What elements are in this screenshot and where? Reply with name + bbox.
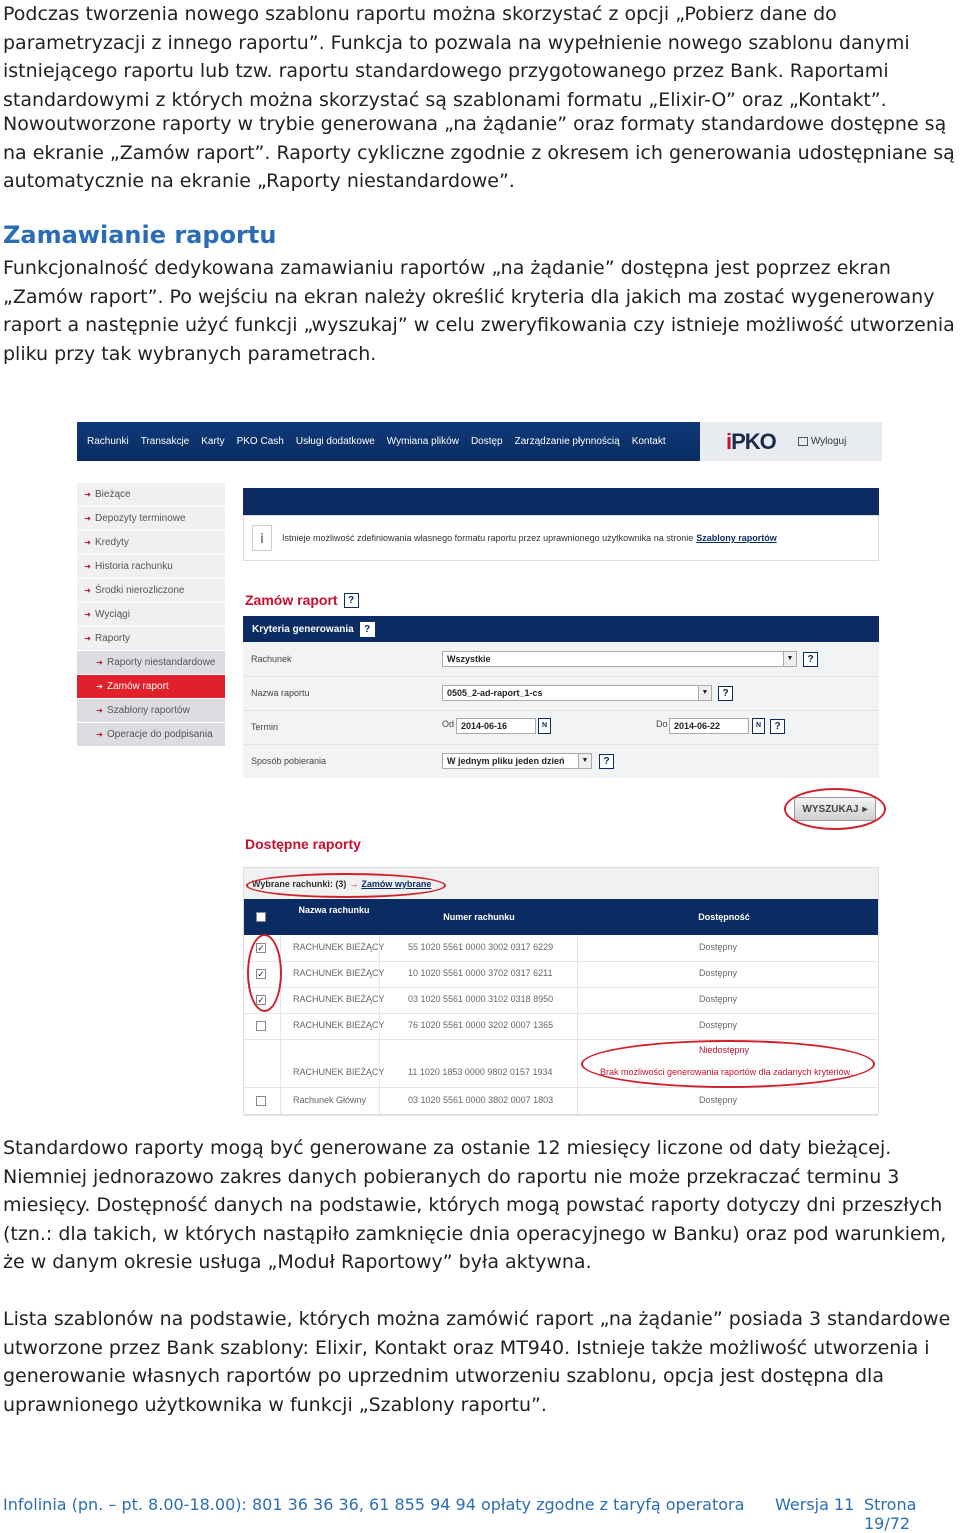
table-row (244, 987, 878, 1014)
help-icon[interactable]: ? (344, 593, 359, 608)
sidebar-item[interactable] (77, 483, 225, 507)
account-number: 55 1020 5561 0000 3002 0317 6229 (408, 942, 554, 952)
logout-icon (798, 437, 808, 446)
after-paragraph-1: Standardowo raporty mogą być generowane za ostanie 12 miesięcy liczone od daty bieżącej. Niemniej jednorazowo zakres danych pobieranych do raportu nie może przekraczać terminu 3 miesięcy. Dostępność danych na podstawie, których mogą powstać raporty dotyczy dni przeszłych (tzn.: dla takich, w których nastąpiło zamknięcie dnia operacyjnego w Banku) oraz pod warunkiem, że w danym okresie usługa „Moduł Raportowy” była aktywna. (3, 1137, 947, 1274)
header-account-number: Numer rachunku (443, 912, 515, 922)
table-row (244, 961, 878, 988)
help-icon[interactable]: ? (770, 719, 785, 734)
arrow-right-icon: → (349, 878, 359, 889)
nav-item[interactable]: Transakcje (140, 436, 190, 447)
chevron-down-icon: ▼ (783, 652, 796, 666)
unavailable-note: Brak możliwości generowania raportów dla zadanych kryteriów. (600, 1067, 853, 1077)
account-number: 03 1020 5561 0000 3802 0007 1803 (408, 1095, 554, 1105)
row-checkbox[interactable]: ✓ (257, 943, 265, 953)
search-button[interactable]: WYSZUKAJ ▸ (794, 797, 876, 821)
availability-status: Niedostępny (699, 1045, 750, 1055)
account-number: 03 1020 5561 0000 3102 0318 8950 (408, 994, 554, 1004)
account-number: 76 1020 5561 0000 3202 0007 1365 (408, 1020, 554, 1030)
account-name: RACHUNEK BIEŻĄCY (293, 1067, 385, 1077)
sidebar-item-label: Historia rachunku (95, 561, 173, 572)
account-name: RACHUNEK BIEŻĄCY (293, 1020, 385, 1030)
table-row (244, 1039, 878, 1088)
availability-status: Dostępny (699, 942, 738, 952)
availability-status: Dostępny (699, 994, 738, 1004)
sidebar-item-label: Bieżące (95, 489, 131, 500)
nav-item[interactable]: Zarządzanie płynnością (514, 436, 620, 447)
sidebar-item-label: Raporty (95, 633, 131, 644)
arrow-right-icon: ➜ (84, 610, 91, 619)
sidebar-item-label: Środki nierozliczone (95, 585, 185, 596)
intro-paragraph-2: Nowoutworzone raporty w trybie generowana „na żądanie” oraz formaty standardowe dostępne są na ekranie „Zamów raport”. Raporty cykliczne zgodnie z okresem ich generowania udostępniane są automatycznie na ekranie „Raporty niestandardowe”. (3, 113, 955, 193)
account-name: RACHUNEK BIEŻĄCY (293, 942, 385, 952)
section-paragraph: Funkcjonalność dedykowana zamawianiu raportów „na żądanie” dostępna jest poprzez ekran „Zamów raport”. Po wejściu na ekran należy określić kryteria dla jakich ma zostać wygenerowany raport a następnie użyć funkcji „wyszukaj” w celu zweryfikowania czy istnieje możliwość utworzenia pliku przy tak wybranych parametrach. (3, 257, 955, 365)
sidebar-item-label: Operacje do podpisania (107, 729, 213, 740)
sidebar-item-label: Szablony raportów (107, 705, 190, 716)
row-checkbox[interactable]: ✓ (257, 969, 265, 979)
help-icon[interactable]: ? (718, 686, 733, 701)
sidebar-item-label: Wyciągi (95, 609, 130, 620)
criteria-form (243, 616, 879, 778)
table-header (244, 899, 878, 935)
section-heading: Zamawianie raportu (3, 221, 277, 249)
sidebar-item-label: Kredyty (95, 537, 129, 548)
arrow-right-icon: ➜ (84, 634, 91, 643)
footer-page: Strona 19/72 (864, 1495, 917, 1533)
table-row (244, 935, 878, 962)
nav-item[interactable]: Kontakt (631, 436, 666, 447)
row-checkbox[interactable]: ✓ (257, 995, 265, 1005)
intro-paragraph-1: Podczas tworzenia nowego szablonu raportu można skorzystać z opcji „Pobierz dane do parametryzacji z innego raportu”. Funkcja to pozwala na wypełnienie nowego szablonu danymi istniejącego raportu lub tzw. raportu standardowego przygotowanego przez Bank. Raportami standardowymi z których można skorzystać są szablonami formatu „Elixir-O” oraz „Kontakt”. (3, 3, 910, 111)
sidebar-item[interactable] (77, 675, 225, 699)
row-account: Rachunek Wszystkie ▼ ? (243, 642, 879, 677)
order-selected-link[interactable]: Zamów wybrane (361, 878, 432, 889)
sidebar-item[interactable] (77, 627, 225, 651)
help-icon[interactable]: ? (360, 622, 375, 637)
arrow-right-icon: ➜ (84, 586, 91, 595)
sidebar (77, 483, 225, 747)
account-name: Rachunek Główny (293, 1095, 367, 1105)
account-number: 10 1020 5561 0000 3702 0317 6211 (408, 968, 553, 978)
help-icon[interactable]: ? (803, 652, 818, 667)
table-row (244, 1013, 878, 1040)
row-term: Termin Od 2014-06-16 N Do 2014-06-22 N ? (243, 710, 879, 745)
arrow-right-icon: ➜ (96, 706, 103, 715)
arrow-right-icon: ➜ (84, 514, 91, 523)
account-name: RACHUNEK BIEŻĄCY (293, 968, 385, 978)
availability-status: Dostępny (699, 968, 738, 978)
sidebar-item[interactable] (77, 579, 225, 603)
arrow-right-icon: ➜ (84, 538, 91, 547)
arrow-right-icon: ➜ (96, 682, 103, 691)
after-paragraph-2: Lista szablonów na podstawie, których można zamówić raport „na żądanie” posiada 3 standardowe utworzone przez Bank szablony: Elixir, Kontakt oraz MT940. Istnieje także możliwość utworzenia i generowanie własnych raportów po uprzednim utworzeniu szablonu, opcja jest dostępna dla uprawnionego użytkownika w funkcji „Szablony raportu”. (3, 1308, 951, 1416)
row-download-mode: Sposób pobierania W jednym pliku jeden dzień ▼ ? (243, 744, 879, 778)
nav-item[interactable]: Rachunki (87, 436, 129, 447)
arrow-right-icon: ➜ (84, 490, 91, 499)
help-icon[interactable]: ? (599, 754, 614, 769)
chevron-down-icon: ▼ (698, 686, 711, 700)
reports-table (243, 867, 879, 1115)
footer-version: Wersja 11 (775, 1495, 855, 1514)
nav-item[interactable]: PKO Cash (236, 436, 284, 447)
content-header-bar (243, 488, 879, 515)
selected-bar: Wybrane rachunki: (3) → Zamów wybrane (244, 868, 878, 899)
order-report-title: Zamów raport ? (245, 592, 359, 608)
calendar-icon[interactable]: N (538, 718, 551, 734)
account-select[interactable]: Wszystkie ▼ (442, 651, 797, 667)
header-account-name: Nazwa rachunku (298, 905, 370, 915)
table-row (244, 1087, 878, 1116)
sidebar-item[interactable] (77, 723, 225, 747)
nav-item[interactable]: Dostęp (470, 436, 503, 447)
account-number: 11 1020 1853 0000 9802 0157 1934 (408, 1067, 553, 1077)
row-checkbox[interactable] (256, 1021, 266, 1031)
info-icon: i (252, 525, 272, 551)
embedded-screenshot (77, 422, 882, 1117)
available-reports-title: Dostępne raporty (245, 836, 361, 852)
sidebar-item[interactable] (77, 555, 225, 579)
sidebar-item[interactable] (77, 651, 225, 675)
footer-hotline: Infolinia (pn. – pt. 8.00-18.00): 801 36 36 36, 61 855 94 94 opłaty zgodne z taryfą operatora (3, 1495, 745, 1514)
availability-status: Dostępny (699, 1020, 738, 1030)
criteria-header: Kryteria generowania ? (243, 616, 879, 642)
nav-item[interactable]: Wymiana plików (386, 436, 459, 447)
calendar-icon[interactable]: N (752, 718, 765, 734)
availability-status: Dostępny (699, 1095, 738, 1105)
nav-item[interactable]: Karty (201, 436, 225, 447)
sidebar-item[interactable] (77, 507, 225, 531)
arrow-right-icon: ➜ (84, 562, 91, 571)
row-report-name: Nazwa raportu 0505_2-ad-raport_1-cs ▼ ? (243, 676, 879, 711)
chevron-down-icon: ▼ (578, 754, 591, 768)
row-checkbox[interactable] (256, 1096, 266, 1106)
download-mode-select[interactable]: W jednym pliku jeden dzień ▼ (442, 753, 592, 769)
account-name: RACHUNEK BIEŻĄCY (293, 994, 385, 1004)
chevron-right-icon: ▸ (862, 803, 868, 815)
date-from-input[interactable]: 2014-06-16 (456, 718, 536, 734)
arrow-right-icon: ➜ (96, 658, 103, 667)
info-box (243, 515, 879, 561)
top-navigation (77, 422, 882, 461)
arrow-right-icon: ➜ (96, 730, 103, 739)
nav-right (700, 422, 882, 461)
info-text: Istnieje możliwość zdefiniowania własnego formatu raportu przez uprawnionego użytkownika na stronie (282, 533, 694, 543)
sidebar-item[interactable] (77, 699, 225, 723)
sidebar-item[interactable] (77, 603, 225, 627)
sidebar-item-label: Zamów raport (107, 681, 169, 692)
sidebar-item-label: Raporty niestandardowe (107, 657, 216, 668)
select-all-checkbox[interactable] (256, 912, 266, 922)
date-to-input[interactable]: 2014-06-22 (669, 718, 749, 734)
sidebar-item-label: Depozyty terminowe (95, 513, 186, 524)
nav-item[interactable]: Usługi dodatkowe (295, 436, 375, 447)
templates-link[interactable]: Szablony raportów (696, 533, 777, 543)
header-availability: Dostępność (698, 912, 750, 922)
ipko-logo: iPKO (726, 428, 776, 454)
report-name-select[interactable]: 0505_2-ad-raport_1-cs ▼ (442, 685, 712, 701)
nav-menu (87, 422, 666, 461)
logout-link[interactable]: Wyloguj (798, 436, 846, 447)
sidebar-item[interactable] (77, 531, 225, 555)
